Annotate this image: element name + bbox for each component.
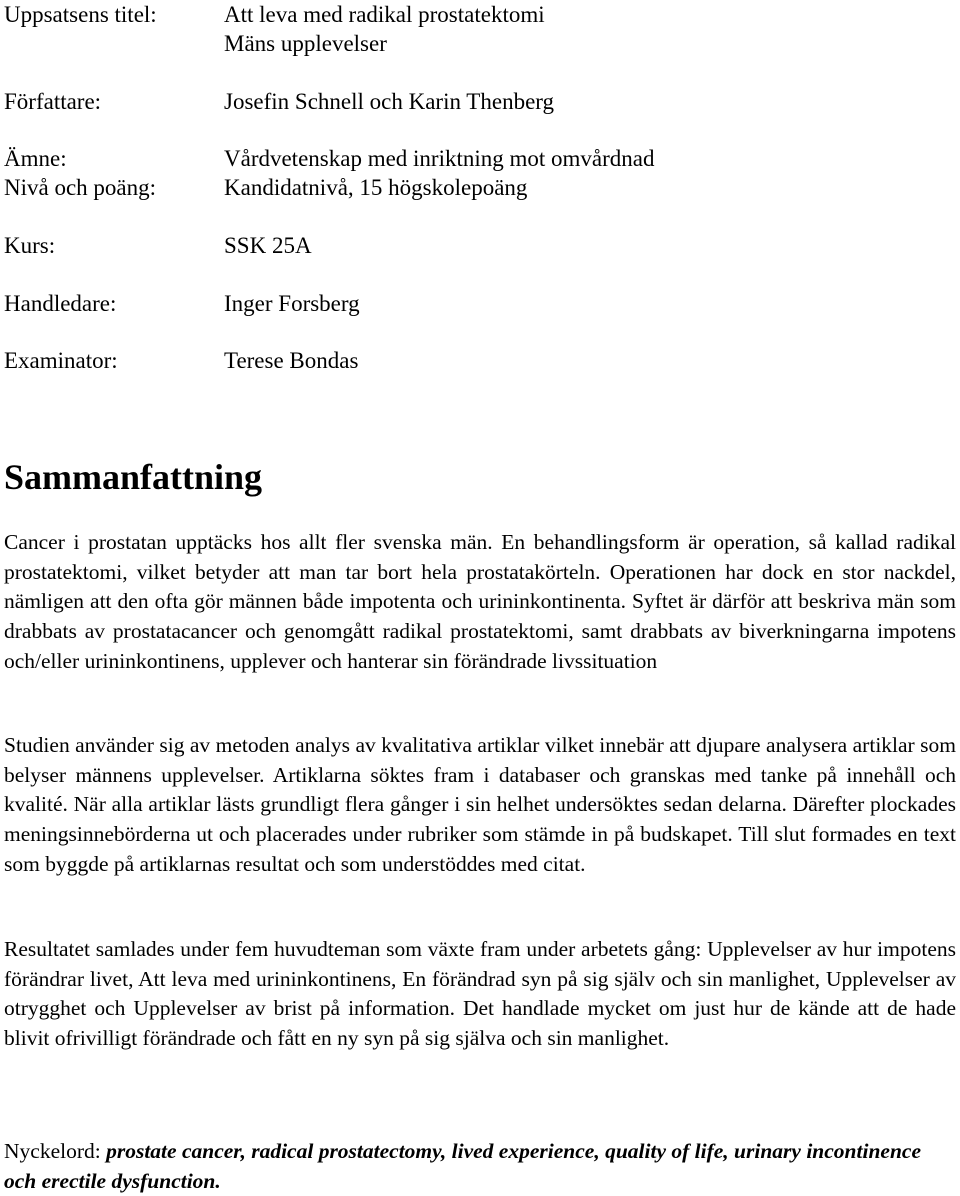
- author-label: Författare:: [4, 89, 102, 114]
- supervisor-value: Inger Forsberg: [224, 291, 360, 316]
- abstract-heading: Sammanfattning: [4, 457, 263, 497]
- course-label: Kurs:: [4, 233, 56, 258]
- level-value: Kandidatnivå, 15 högskolepoäng: [224, 175, 528, 200]
- subject-label: Ämne:: [4, 146, 67, 171]
- author-value: Josefin Schnell och Karin Thenberg: [224, 89, 555, 114]
- keywords-value: prostate cancer, radical prostatectomy, lived experience, quality of life, urinary incontinence och erectile dysfunction.: [4, 1139, 922, 1193]
- abstract-paragraph-3: Resultatet samlades under fem huvudteman som växte fram under arbetets gång: Upplevelser av hur impotens förändrar livet, Att leva med urininkontinens, En förändrad syn på sig själv och sin manlighet, Upplevelser av otrygghet och Upplevelser av brist på information. Det handlade mycket om just hur de kände att de hade blivit ofrivilligt förändrade och fått en ny syn på sig själva och sin manlighet.: [4, 937, 956, 1051]
- abstract-paragraph-1: Cancer i prostatan upptäcks hos allt fler svenska män. En behandlingsform är operation, så kallad radikal prostatektomi, vilket betyder att man tar bort hela prostatakörteln. Operationen har dock en stor nackdel, nämligen att den ofta gör männen både impotenta och urininkontinenta. Syftet är därför att beskriva män som drabbats av prostatacancer och genomgått radikal prostatektomi, samt drabbats av biverkningarna impotens och/eller urininkontinens, upplever och hanterar sin förändrade livssituation: [4, 530, 956, 673]
- abstract-paragraph-2: Studien använder sig av metoden analys av kvalitativa artiklar vilket innebär att djupare analysera artiklar som belyser männens upplevelser. Artiklarna söktes fram i databaser och granskas med tanke på innehåll och kvalité. När alla artiklar lästs grundligt flera gånger i sin helhet undersöktes sedan delarna. Därefter plockades meningsinnebörderna ut och placerades under rubriker som stämde in på budskapet. Till slut formades en text som byggde på artiklarnas resultat och som understöddes med citat.: [4, 733, 956, 876]
- supervisor-label: Handledare:: [4, 291, 117, 316]
- course-value: SSK 25A: [224, 233, 312, 258]
- level-label: Nivå och poäng:: [4, 175, 157, 200]
- title-label: Uppsatsens titel:: [4, 2, 157, 27]
- examiner-label: Examinator:: [4, 348, 118, 373]
- subject-value: Vårdvetenskap med inriktning mot omvårdnad: [224, 146, 655, 171]
- title-line-2: Mäns upplevelser: [224, 31, 387, 56]
- keywords: [4, 1137, 956, 1196]
- keywords-label: Nyckelord:: [4, 1139, 101, 1163]
- title-line-1: Att leva med radikal prostatektomi: [224, 2, 545, 27]
- examiner-value: Terese Bondas: [224, 348, 359, 373]
